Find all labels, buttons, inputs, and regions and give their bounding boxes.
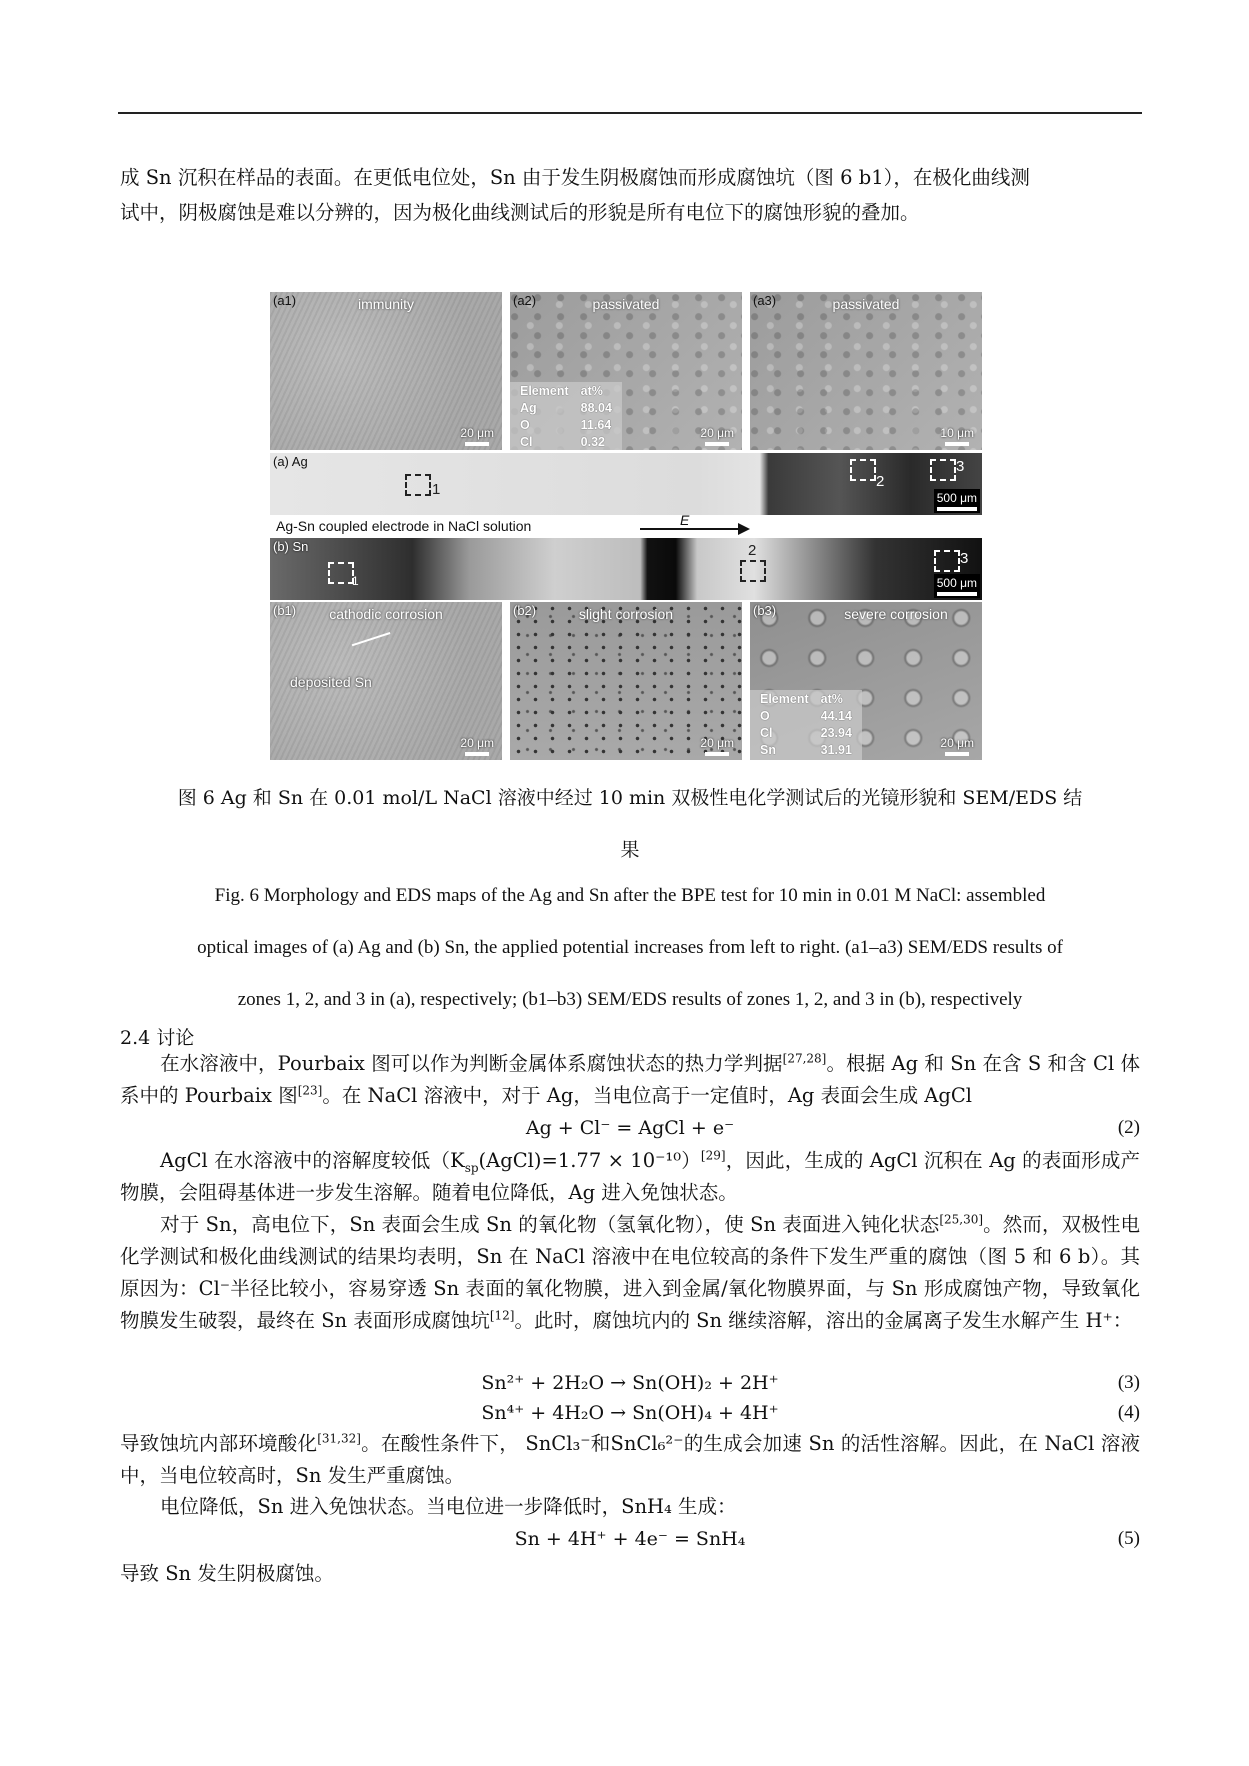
panel-a1-scale-text: 20 μm (460, 426, 494, 440)
p3-text-a: 对于 Sn，高电位下，Sn 表面会生成 Sn 的氧化物（氢氧化物），使 Sn 表面进入钝化状态 (160, 1213, 940, 1236)
intro-line-1: 成 Sn 沉积在样品的表面。在更低电位处，Sn 由于发生阴极腐蚀而形成腐蚀坑（图 6 b1），在极化曲线测 (120, 166, 1030, 189)
caption-cn-line-2: 果 (620, 839, 640, 861)
panel-b3-label: (b3) (753, 603, 777, 618)
electrode-description: Ag-Sn coupled electrode in NaCl solution (276, 518, 532, 534)
panel-b1-note: deposited Sn (290, 674, 372, 690)
eds-value: 0.32 (580, 435, 605, 449)
equation-5 (120, 1528, 1140, 1556)
eds-element: Ag (520, 401, 537, 415)
panel-b2-scalebar (700, 736, 734, 756)
caption-en-line-3: zones 1, 2, and 3 in (a), respectively; (b1–b3) SEM/EDS results of zones 1, 2, and 3 in (b), respectively (237, 989, 1023, 1010)
eds-value: 31.91 (820, 743, 852, 757)
eds-header-at: at% (820, 692, 843, 706)
p5-text: 电位降低，Sn 进入免蚀状态。当电位进一步降低时，SnH₄ 生成： (160, 1495, 737, 1518)
zone-a1-marker (405, 474, 431, 496)
panel-b2-label: (b2) (513, 603, 537, 618)
zone-a3-label: 3 (956, 458, 965, 475)
equation-5-number: (5) (1117, 1528, 1140, 1549)
eds-element: Cl (520, 435, 533, 449)
caption-en-line-1: Fig. 6 Morphology and EDS maps of the Ag and Sn after the BPE test for 10 min in 0.01 M NaCl: assembled (214, 885, 1046, 906)
equation-3-number: (3) (1117, 1372, 1140, 1393)
eds-value: 88.04 (580, 401, 612, 415)
eds-element: O (760, 709, 770, 723)
zone-b3-label: 3 (960, 550, 969, 567)
zone-a1-label: 1 (432, 481, 441, 498)
equation-2-expr: Ag + Cl⁻ = AgCl + e⁻ (525, 1117, 735, 1139)
potential-arrow (640, 528, 748, 530)
panel-a1-scalebar (460, 426, 494, 446)
header-rule (118, 112, 1142, 114)
figure-middle-strip (270, 512, 982, 538)
panel-a-label: (a) Ag (273, 454, 308, 469)
p4-ref: [31,32] (317, 1431, 361, 1446)
panel-b2 (510, 602, 742, 760)
p1-ref-1: [27,28] (782, 1051, 827, 1066)
equation-2 (120, 1117, 1140, 1145)
equation-4 (120, 1402, 1140, 1430)
panel-a3 (750, 292, 982, 450)
eds-element: Sn (760, 743, 776, 757)
panel-a2-scalebar (700, 426, 734, 446)
panel-b-label: (b) Sn (273, 539, 309, 554)
cathodic-pointer-arrow (352, 632, 391, 646)
zone-a2-marker (850, 459, 876, 481)
equation-3-expr: Sn²⁺ + 2H₂O → Sn(OH)₂ + 2H⁺ (481, 1372, 779, 1394)
panel-b3-scalebar (940, 736, 974, 756)
panel-a-scale-text: 500 μm (936, 491, 977, 505)
p4-text-a: 导致蚀坑内部环境酸化 (120, 1432, 318, 1455)
p2-text-b: (AgCl)=1.77 × 10⁻¹⁰） (478, 1149, 701, 1172)
eds-value: 23.94 (820, 726, 852, 740)
zone-b2-label: 2 (748, 542, 757, 559)
p2-text-a: AgCl 在水溶液中的溶解度较低（K (160, 1149, 465, 1172)
equation-4-number: (4) (1117, 1402, 1140, 1423)
panel-b-optical (270, 538, 982, 600)
p3-ref-2: [12] (489, 1308, 515, 1323)
p1-text-b: 。根据 Ag 和 Sn 在含 S 和含 Cl 体系中的 Pourbaix 图 (120, 1052, 1140, 1107)
panel-a3-title: passivated (832, 296, 900, 312)
panel-b1-title: cathodic corrosion (329, 606, 443, 622)
panel-b-scalebar (934, 574, 980, 598)
paragraph-3 (120, 1209, 1140, 1337)
zone-b2-marker (740, 560, 766, 582)
panel-a3-scalebar (940, 426, 974, 446)
p2-text-c: ，因此，生成的 AgCl 沉积在 Ag 的表面形成产物膜，会阻碍基体进一步发生溶解。随着电位降低，Ag 进入免蚀状态。 (120, 1149, 1140, 1204)
panel-b1 (270, 602, 502, 760)
p2-ref: [29] (700, 1148, 726, 1163)
section-heading: 2.4 讨论 (120, 1027, 195, 1049)
zone-b3-marker (934, 550, 960, 572)
zone-a2-label: 2 (876, 473, 885, 490)
panel-a2-eds-table (510, 382, 622, 450)
eds-header-element: Element (760, 692, 809, 706)
paragraph-2 (120, 1145, 1140, 1209)
panel-a2-title: passivated (592, 296, 660, 312)
caption-cn-line-1: 图 6 Ag 和 Sn 在 0.01 mol/L NaCl 溶液中经过 10 min 双极性电化学测试后的光镜形貌和 SEM/EDS 结 (177, 787, 1083, 809)
intro-line-2: 试中，阴极腐蚀是难以分辨的，因为极化曲线测试后的形貌是所有电位下的腐蚀形貌的叠加。 (120, 201, 920, 224)
eds-header-at: at% (580, 384, 603, 398)
panel-b3-title: severe corrosion (844, 606, 948, 622)
panel-b-scale-text: 500 μm (936, 576, 977, 590)
p4-text-b: 。在酸性条件下， SnCl₃⁻和SnCl₆²⁻的生成会加速 Sn 的活性溶解。因此，在 NaCl 溶液中，当电位较高时，Sn 发生严重腐蚀。 (120, 1432, 1140, 1487)
paragraph-1 (120, 1048, 1140, 1112)
p1-text-c: 。在 NaCl 溶液中，对于 Ag，当电位高于一定值时，Ag 表面会生成 AgCl (322, 1084, 973, 1107)
eds-element: Cl (760, 726, 773, 740)
panel-a3-label: (a3) (753, 293, 777, 308)
p6-text: 导致 Sn 发生阴极腐蚀。 (120, 1562, 334, 1585)
equation-2-number: (2) (1117, 1117, 1140, 1138)
eds-header-element: Element (520, 384, 569, 398)
panel-a-scalebar (934, 489, 980, 513)
panel-a3-scale-text: 10 μm (940, 426, 974, 440)
equation-3 (120, 1372, 1140, 1400)
paragraph-5 (120, 1491, 1140, 1523)
panel-a1-title: immunity (357, 296, 414, 312)
p1-text-a: 在水溶液中，Pourbaix 图可以作为判断金属体系腐蚀状态的热力学判据 (160, 1052, 783, 1075)
paragraph-4 (120, 1428, 1140, 1492)
p3-ref-1: [25,30] (939, 1212, 984, 1227)
panel-b1-scalebar (460, 736, 494, 756)
p2-ksp-sub: sp (464, 1160, 479, 1175)
panel-b3-scale-text: 20 μm (940, 736, 974, 750)
zone-b1-marker (328, 562, 354, 584)
panel-a1 (270, 292, 502, 450)
potential-arrow-label: E (680, 512, 690, 528)
equation-4-expr: Sn⁴⁺ + 4H₂O → Sn(OH)₄ + 4H⁺ (481, 1402, 779, 1424)
p1-ref-2: [23] (297, 1083, 323, 1098)
panel-b1-scale-text: 20 μm (460, 736, 494, 750)
panel-a2 (510, 292, 742, 450)
panel-a1-label: (a1) (273, 293, 297, 308)
panel-b3 (750, 602, 982, 760)
panel-a2-scale-text: 20 μm (700, 426, 734, 440)
panel-b2-title: slight corrosion (578, 606, 674, 622)
eds-value: 44.14 (820, 709, 852, 723)
zone-a3-marker (930, 459, 956, 481)
panel-b2-scale-text: 20 μm (700, 736, 734, 750)
figure-6 (270, 292, 982, 760)
p3-text-c: 。此时，腐蚀坑内的 Sn 继续溶解，溶出的金属离子发生水解产生 H⁺： (514, 1309, 1133, 1332)
caption-en-line-2: optical images of (a) Ag and (b) Sn, the applied potential increases from left to right. (a1–a3) SEM/EDS results of (197, 937, 1063, 958)
intro-paragraph (120, 160, 1140, 230)
p3-text-b: 。然而，双极性电化学测试和极化曲线测试的结果均表明，Sn 在 NaCl 溶液中在电位较高的条件下发生严重的腐蚀（图 5 和 6 b）。其原因为：Cl⁻半径比较小，容易穿透 Sn 表面的氧化物膜，进入到金属/氧化物膜界面，与 Sn 形成腐蚀产物，导致氧化物膜发生破裂，最终在 Sn 表面形成腐蚀坑 (120, 1213, 1140, 1332)
eds-value: 11.64 (580, 418, 612, 432)
paragraph-6 (120, 1558, 1140, 1590)
panel-b3-eds-table (750, 690, 862, 760)
panel-b1-label: (b1) (273, 603, 297, 618)
equation-5-expr: Sn + 4H⁺ + 4e⁻ = SnH₄ (514, 1528, 746, 1550)
eds-element: O (520, 418, 530, 432)
zone-b1-label: 1 (352, 574, 359, 588)
panel-a2-label: (a2) (513, 293, 537, 308)
panel-a-optical (270, 453, 982, 515)
